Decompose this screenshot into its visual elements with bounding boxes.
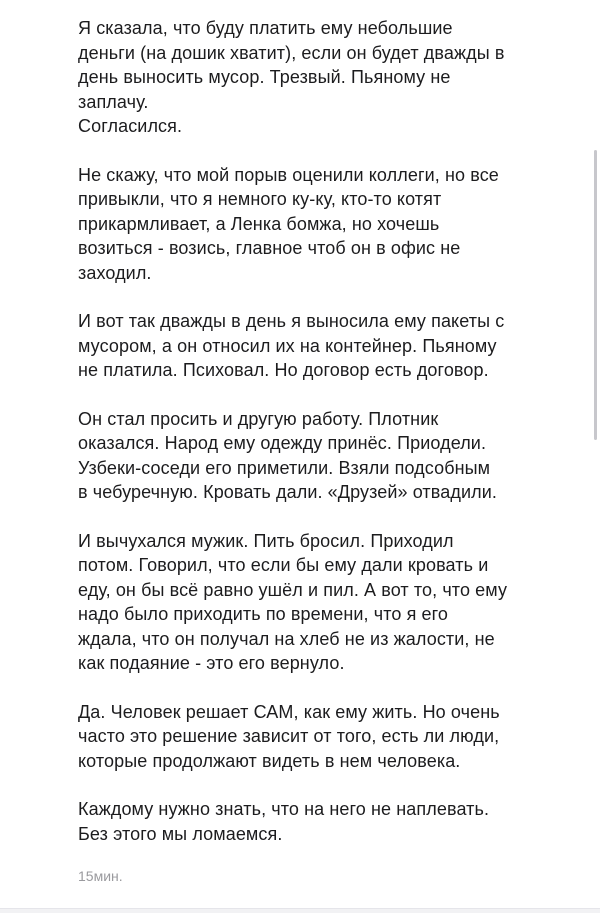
text-line: часто это решение зависит от того, есть ли люди, (78, 726, 500, 746)
post-paragraph (78, 700, 588, 774)
text-line: Он стал просить и другую работу. Плотник (78, 408, 439, 429)
scrollbar[interactable] (594, 150, 598, 440)
post-paragraph (78, 16, 588, 139)
scrollbar-thumb[interactable] (594, 150, 597, 440)
text-line: возиться - возись, главное чтоб он в офис не (78, 238, 461, 258)
text-line: И вычухался мужик. Пить бросил. Приходил (78, 530, 454, 551)
text-line: привыкли, что я немного ку-ку, кто-то котят (78, 189, 442, 209)
text-line: Не скажу, что мой порыв оценили коллеги, но все (78, 164, 499, 185)
post-paragraph (78, 797, 588, 846)
text-line: день выносить мусор. Трезвый. Пьяному не (78, 67, 451, 87)
text-line: Каждому нужно знать, что на него не наплевать. (78, 799, 490, 819)
text-line: И вот так дважды в день я выносила ему пакеты с (78, 311, 505, 331)
text-line: Согласился. (78, 116, 183, 136)
text-line: Без этого мы ломаемся. (78, 823, 283, 844)
text-line: оказался. Народ ему одежду принёс. Приодели. (78, 433, 487, 453)
post-body (78, 16, 588, 870)
post-paragraph (78, 309, 588, 383)
text-line: Я сказала, что буду платить ему небольшие (78, 18, 453, 38)
text-line: мусором, а он относил их на контейнер. Пьяному (78, 335, 497, 356)
post-paragraph (78, 529, 588, 676)
text-line: еду, он бы всё равно ушёл и пил. А вот то, что ему (78, 579, 508, 600)
bottom-divider (0, 908, 600, 913)
text-line: заходил. (78, 262, 152, 283)
text-line: в чебуречную. Кровать дали. «Друзей» отвадили. (78, 482, 497, 502)
post-paragraph (78, 163, 588, 286)
text-line: Да. Человек решает САМ, как ему жить. Но очень (78, 701, 500, 722)
text-line: не платила. Психовал. Но договор есть договор. (78, 360, 489, 380)
text-line: ждала, что он получал на хлеб не из жалости, не (78, 628, 495, 649)
text-line: Узбеки-соседи его приметили. Взяли подсобным (78, 457, 491, 478)
post-paragraph (78, 407, 588, 505)
post-timestamp[interactable]: 15мин. (78, 868, 123, 884)
text-line: которые продолжают видеть в нем человека. (78, 750, 461, 771)
text-line: прикармливает, а Ленка бомжа, но хочешь (78, 213, 440, 234)
text-line: потом. Говорил, что если бы ему дали кровать и (78, 555, 489, 575)
text-line: заплачу. (78, 91, 149, 112)
text-line: деньги (на дошик хватит), если он будет дважды в (78, 42, 505, 63)
text-line: как подаяние - это его вернуло. (78, 653, 345, 673)
text-line: надо было приходить по времени, что я его (78, 604, 449, 624)
